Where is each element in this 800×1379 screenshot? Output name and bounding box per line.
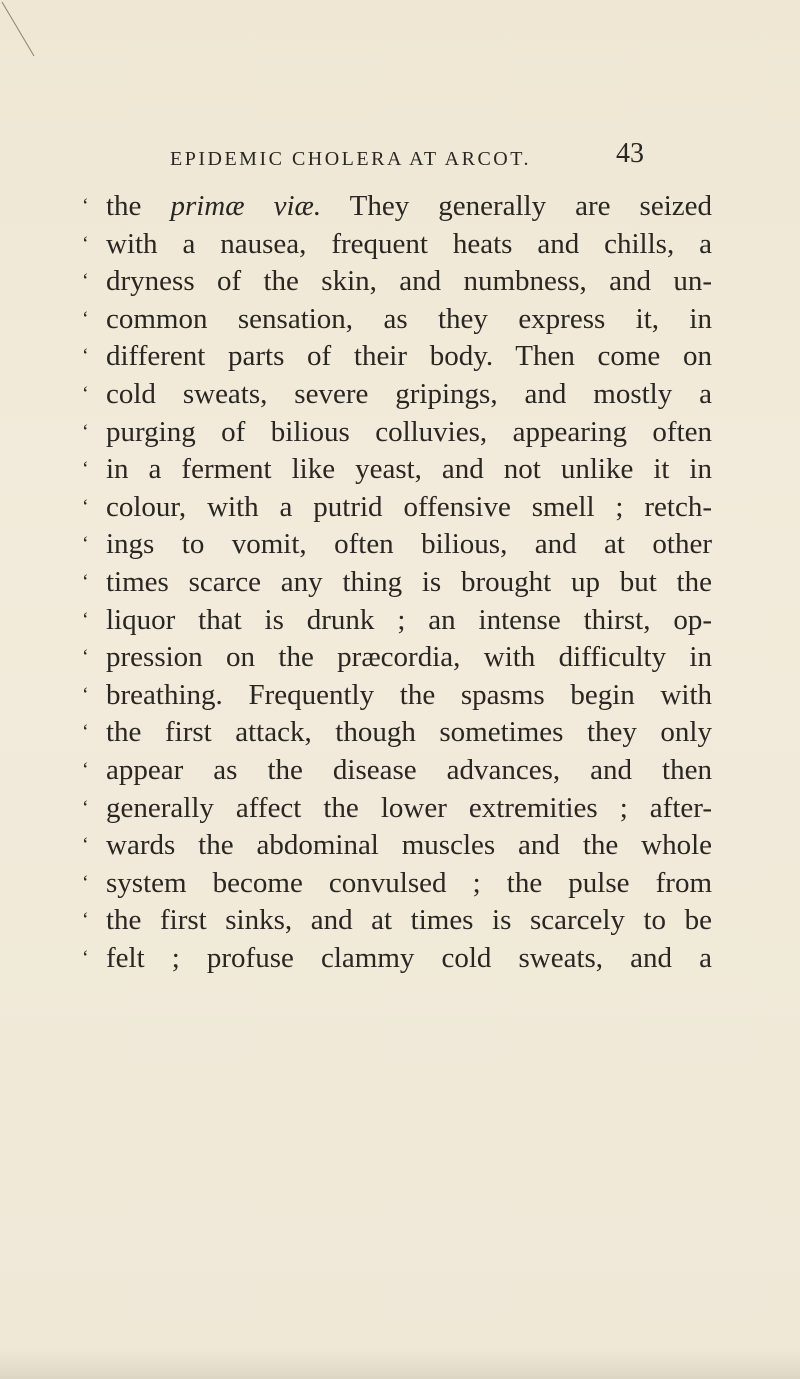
line-text: ings to vomit, often bilious, and at other (106, 528, 712, 561)
line-text: purging of bilious colluvies, appearing often (106, 415, 712, 448)
line-text: wards the abdominal muscles and the whole (106, 829, 712, 862)
text-line (82, 188, 712, 226)
quote-mark: ‘ (82, 495, 89, 518)
text-line (82, 940, 712, 978)
line-text: generally affect the lower extremities ; after- (106, 791, 712, 824)
text-line (82, 564, 712, 602)
body-text (82, 188, 712, 977)
quote-mark: ‘ (82, 195, 89, 217)
quote-mark: ‘ (82, 758, 89, 781)
line-text: colour, with a putrid offensive smell ; retch- (106, 490, 712, 523)
line-text: liquor that is drunk ; an intense thirst, op- (106, 603, 712, 636)
corner-mark (0, 0, 40, 60)
line-text: common sensation, as they express it, in (106, 302, 712, 335)
quote-mark: ‘ (82, 721, 89, 744)
line-text: cold sweats, severe gripings, and mostly a (106, 377, 712, 410)
quote-mark: ‘ (82, 420, 89, 443)
text-line (82, 602, 712, 640)
quote-mark: ‘ (82, 796, 89, 819)
text-line (82, 526, 712, 564)
running-head: EPIDEMIC CHOLERA AT ARCOT. (170, 148, 531, 170)
line-text: the first attack, though sometimes they only (106, 716, 712, 749)
quote-mark: ‘ (82, 834, 89, 857)
line-text: the primæ viæ. They generally are seized (106, 190, 712, 222)
line-text: different parts of their body. Then come on (106, 340, 712, 373)
quote-mark: ‘ (82, 608, 89, 631)
text-line (82, 489, 712, 527)
text-line (82, 263, 712, 301)
text-line (82, 714, 712, 752)
quote-mark: ‘ (82, 909, 89, 932)
quote-mark: ‘ (82, 533, 89, 556)
line-text: appear as the disease advances, and then (106, 753, 712, 786)
quote-mark: ‘ (82, 871, 89, 894)
text-line (82, 790, 712, 828)
line-text: breathing. Frequently the spasms begin with (106, 678, 712, 711)
page-edge-shadow (0, 1349, 800, 1379)
line-text: times scarce any thing is brought up but the (106, 565, 712, 598)
quote-mark: ‘ (82, 382, 89, 405)
text-line (82, 639, 712, 677)
quote-mark: ‘ (82, 946, 89, 969)
text-line (82, 865, 712, 903)
line-text: in a ferment like yeast, and not unlike it in (106, 453, 712, 486)
line-text: felt ; profuse clammy cold sweats, and a (106, 941, 712, 974)
text-line (82, 414, 712, 452)
page-number: 43 (616, 138, 644, 169)
text-line (82, 752, 712, 790)
text-line (82, 226, 712, 264)
text-line (82, 376, 712, 414)
line-text: with a nausea, frequent heats and chills, a (106, 227, 712, 260)
italic-phrase: primæ viæ. (170, 190, 322, 222)
quote-mark: ‘ (82, 307, 89, 330)
quote-mark: ‘ (82, 232, 89, 255)
line-text: pression on the præcordia, with difficulty in (106, 641, 712, 674)
text-line (82, 338, 712, 376)
text-line (82, 301, 712, 339)
line-text: dryness of the skin, and numbness, and un- (106, 265, 712, 298)
line-text: the first sinks, and at times is scarcely to be (106, 904, 712, 937)
quote-mark: ‘ (82, 345, 89, 368)
quote-mark: ‘ (82, 570, 89, 593)
text-line (82, 677, 712, 715)
line-text: system become convulsed ; the pulse from (106, 866, 712, 899)
quote-mark: ‘ (82, 646, 89, 669)
quote-mark: ‘ (82, 270, 89, 293)
text-line (82, 451, 712, 489)
text-line (82, 902, 712, 940)
quote-mark: ‘ (82, 683, 89, 706)
text-line (82, 827, 712, 865)
quote-mark: ‘ (82, 458, 89, 481)
